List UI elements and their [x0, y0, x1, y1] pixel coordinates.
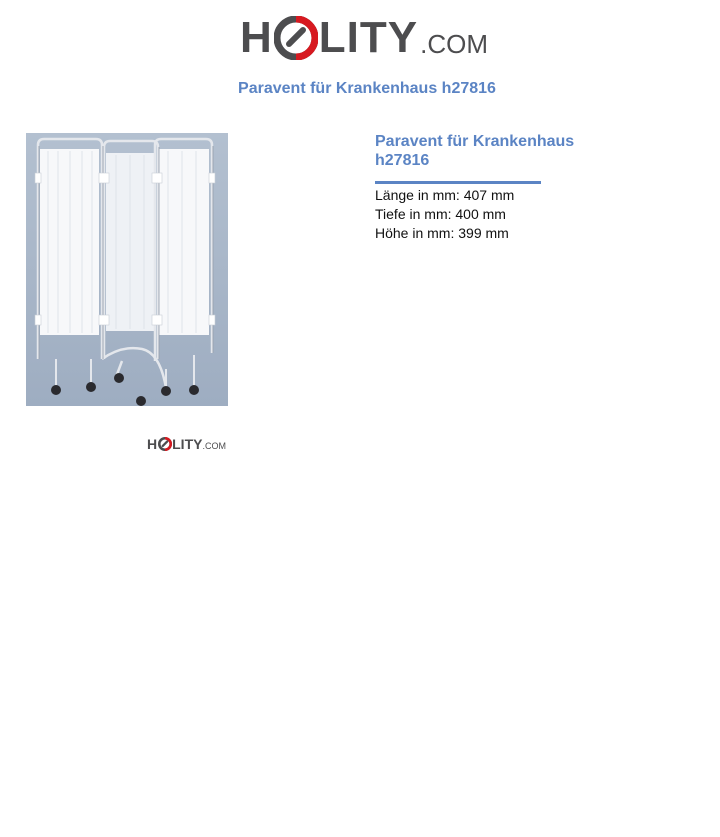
spec-depth	[375, 205, 514, 224]
spec-depth-value: 400 mm	[455, 206, 506, 222]
spec-height	[375, 224, 514, 243]
spec-depth-label: Tiefe in mm:	[375, 206, 452, 222]
product-title	[375, 132, 595, 170]
logo-o-icon	[274, 16, 318, 60]
product-title-line1: Paravent für Krankenhaus	[375, 133, 575, 150]
spec-length	[375, 186, 514, 205]
title-divider	[375, 181, 541, 184]
brand-logo-small[interactable]	[147, 435, 226, 453]
spec-length-value: 407 mm	[463, 187, 515, 203]
spec-height-label: Höhe in mm:	[375, 225, 455, 241]
logo-small-o-icon	[158, 437, 172, 451]
page-title: Paravent für Krankenhaus h27816	[238, 80, 496, 97]
brand-logo[interactable]	[240, 10, 488, 66]
spec-length-label: Länge in mm:	[375, 187, 460, 203]
logo-suffix: .COM	[420, 28, 488, 59]
product-title-line2: h27816	[375, 152, 430, 169]
logo-small-letters: LITY	[172, 436, 203, 452]
logo-letter-h: H	[240, 13, 273, 62]
logo-letters: LITY	[318, 13, 419, 62]
logo-small-letter-h: H	[147, 436, 158, 452]
logo-small-suffix: .COM	[202, 441, 226, 451]
spec-height-value: 399 mm	[458, 225, 509, 241]
folding-screen-image	[26, 133, 228, 406]
product-specs	[375, 186, 514, 243]
